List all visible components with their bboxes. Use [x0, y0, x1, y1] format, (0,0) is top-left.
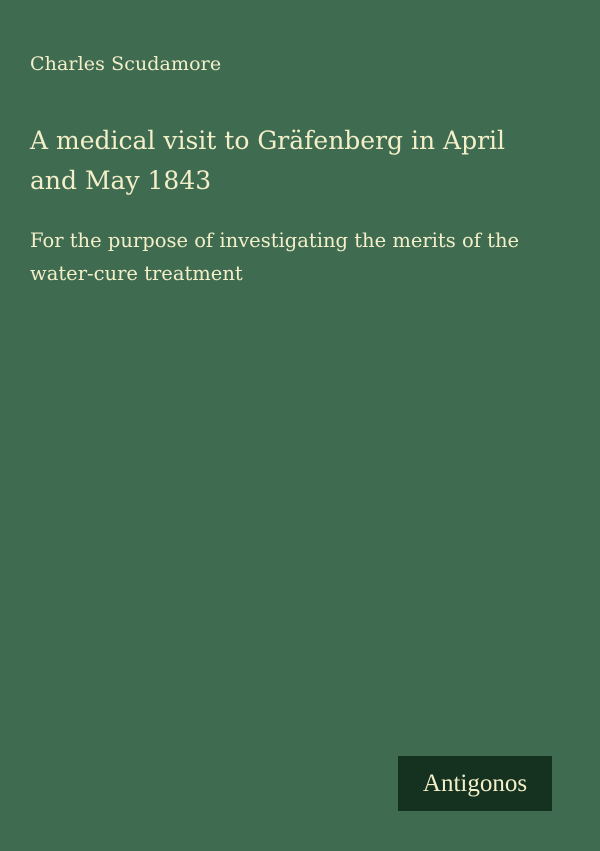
book-subtitle	[30, 224, 575, 290]
publisher-badge	[398, 756, 552, 811]
book-title	[30, 121, 575, 201]
author-name: Charles Scudamore	[30, 53, 222, 75]
book-title-line-1: A medical visit to Gräfenberg in April	[30, 126, 506, 155]
book-subtitle-line-2: water-cure treatment	[30, 262, 243, 285]
book-subtitle-line-1: For the purpose of investigating the merits of the	[30, 229, 520, 252]
book-title-line-2: and May 1843	[30, 166, 212, 195]
publisher-name: Antigonos	[422, 769, 528, 797]
